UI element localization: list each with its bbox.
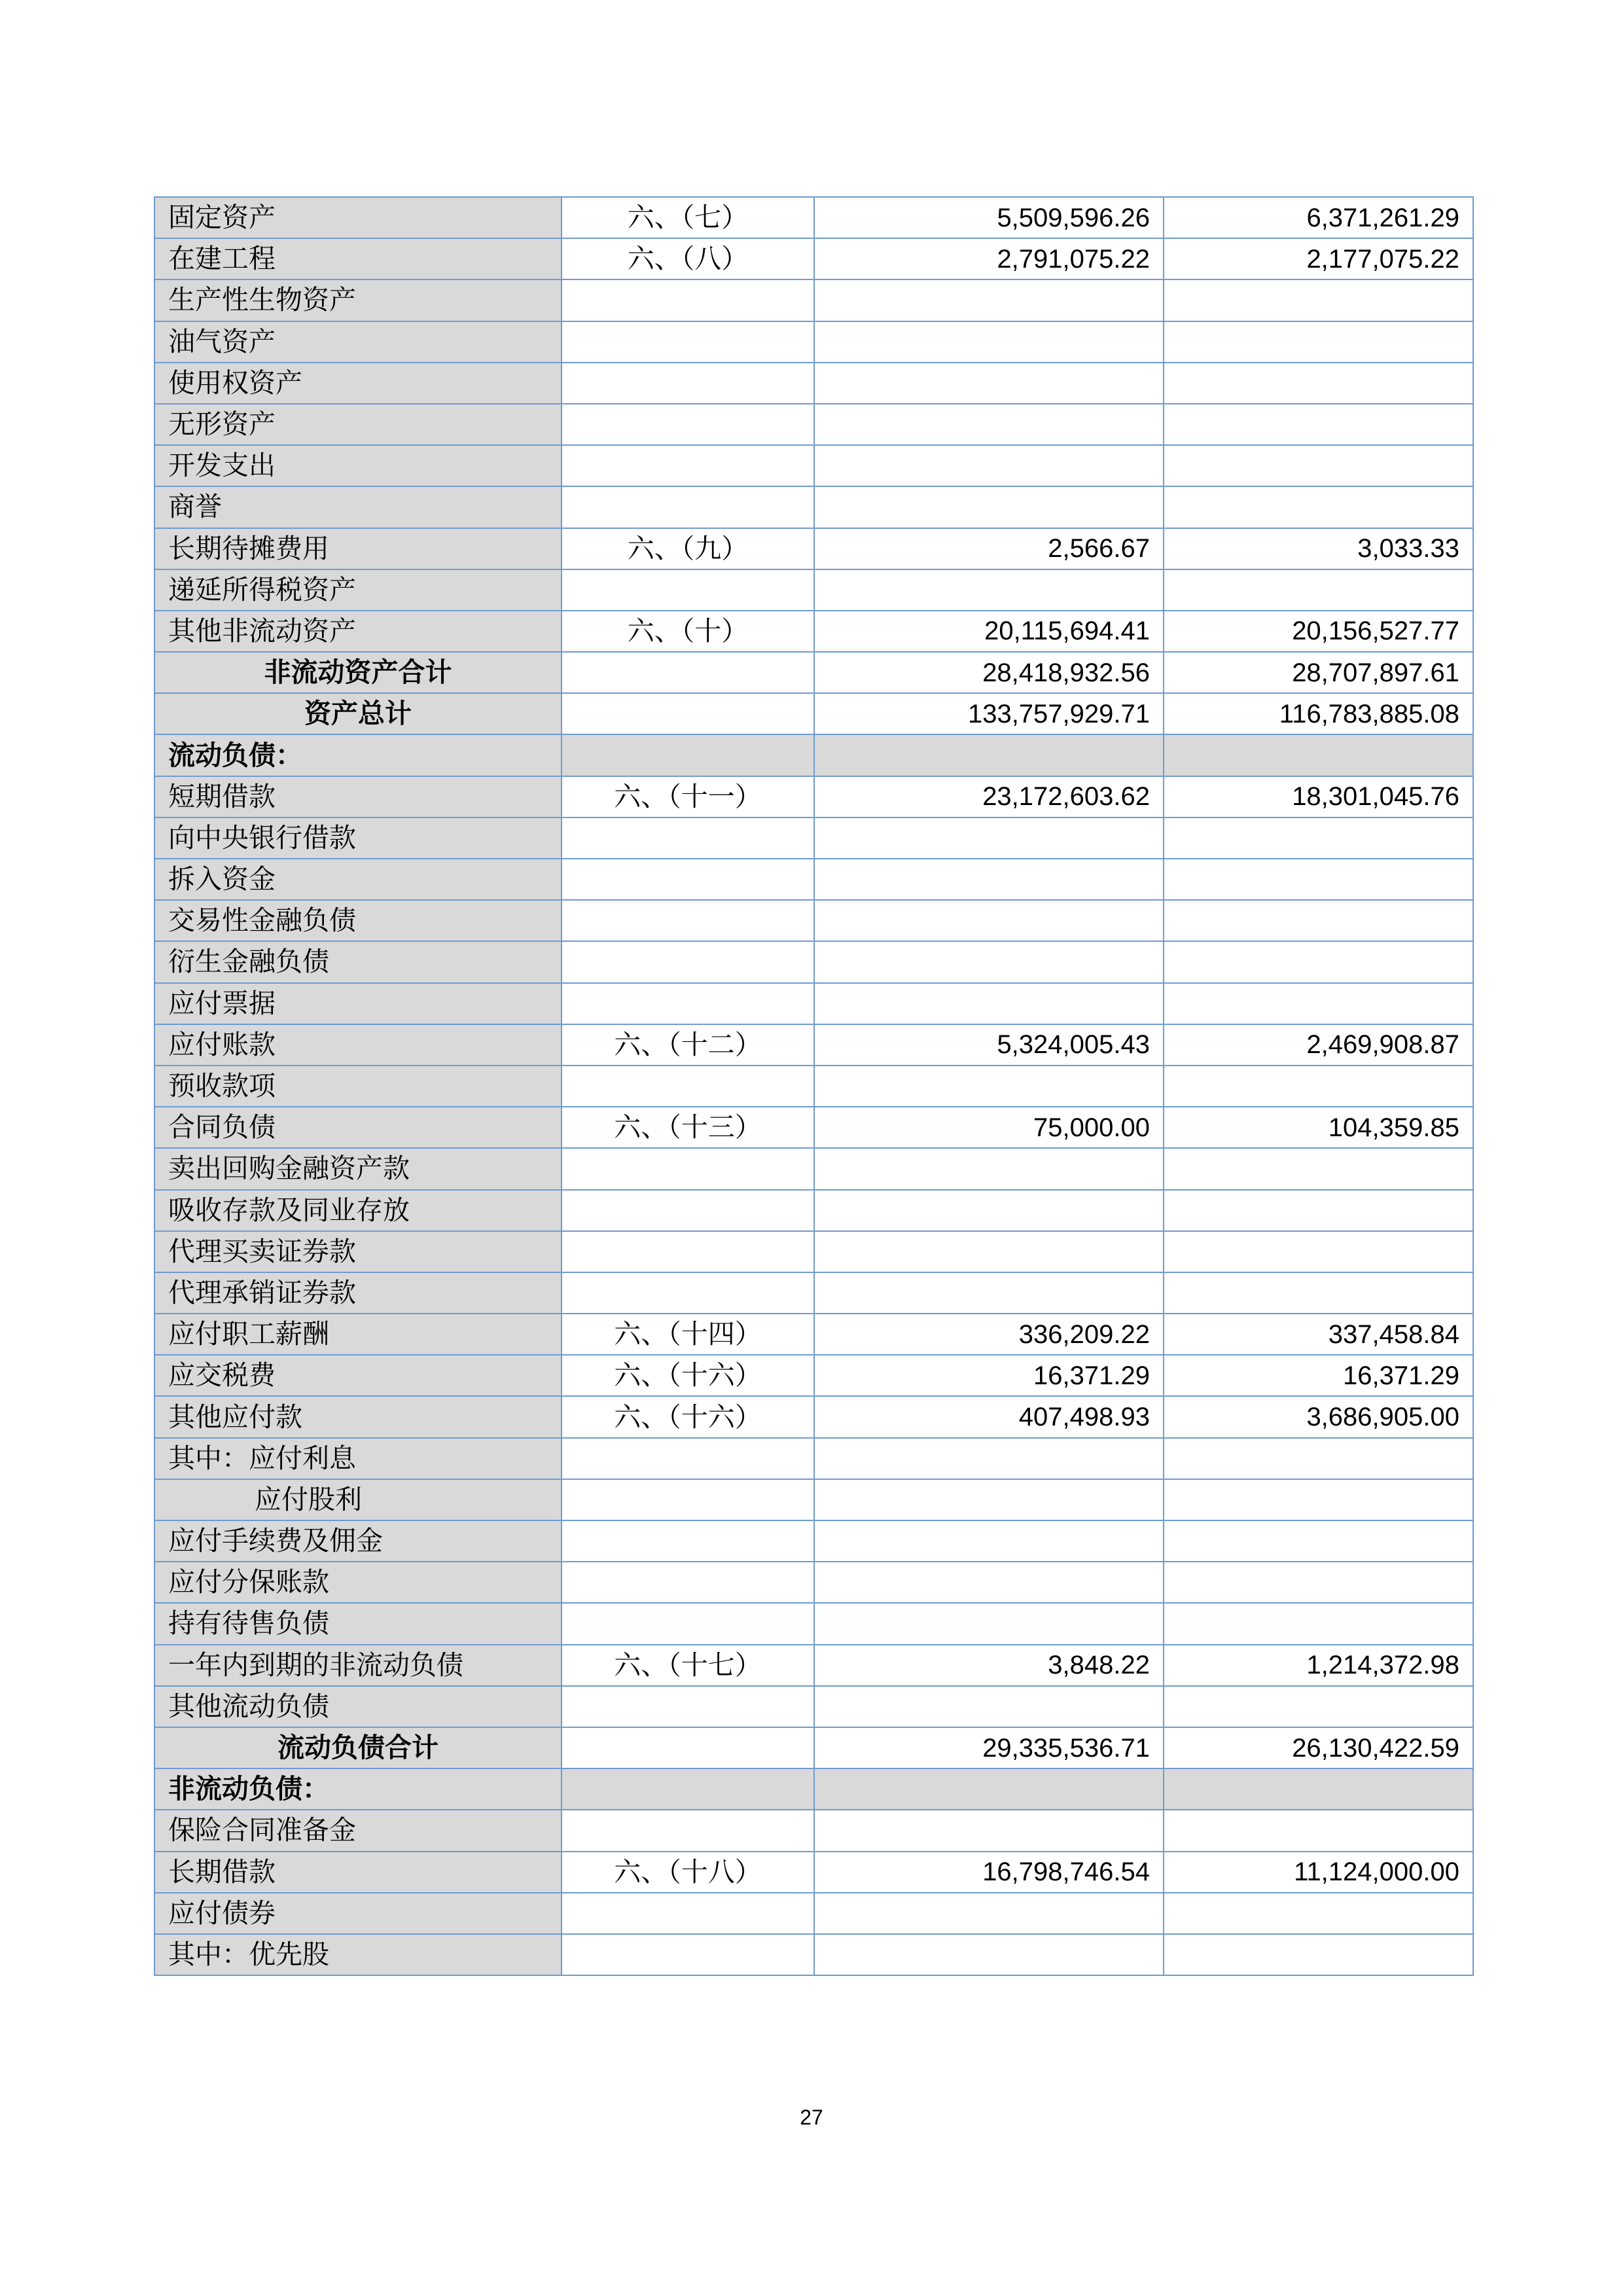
table-row (154, 1727, 1473, 1768)
row-label: 应付职工薪酬 (154, 1314, 562, 1355)
current-period-amount: 28,418,932.56 (814, 652, 1164, 693)
table-row (154, 859, 1473, 900)
row-label: 其他流动负债 (154, 1686, 562, 1727)
note-cell (562, 859, 814, 900)
prior-period-amount: 2,469,908.87 (1164, 1024, 1473, 1066)
row-label: 其中：应付利息 (154, 1438, 562, 1479)
table-row (154, 652, 1473, 693)
prior-period-amount (1164, 817, 1473, 859)
prior-period-amount (1164, 1768, 1473, 1810)
prior-period-amount (1164, 859, 1473, 900)
current-period-amount: 5,324,005.43 (814, 1024, 1164, 1066)
row-label: 其中：优先股 (154, 1934, 562, 1975)
prior-period-amount (1164, 1520, 1473, 1562)
row-label: 非流动负债： (154, 1768, 562, 1810)
row-label: 流动负债： (154, 734, 562, 776)
current-period-amount: 3,848.22 (814, 1645, 1164, 1686)
table-row (154, 900, 1473, 941)
current-period-amount (814, 1686, 1164, 1727)
prior-period-amount (1164, 1810, 1473, 1851)
table-row (154, 1107, 1473, 1148)
note-cell (562, 1810, 814, 1851)
note-cell (562, 1603, 814, 1644)
prior-period-amount (1164, 1479, 1473, 1520)
row-label: 油气资产 (154, 321, 562, 363)
note-cell (562, 817, 814, 859)
row-label: 资产总计 (154, 693, 562, 734)
current-period-amount (814, 900, 1164, 941)
note-cell: 六、（十八） (562, 1852, 814, 1893)
note-cell (562, 1520, 814, 1562)
note-cell: 六、（七） (562, 197, 814, 238)
row-label: 应付票据 (154, 983, 562, 1024)
current-period-amount (814, 859, 1164, 900)
current-period-amount (814, 734, 1164, 776)
current-period-amount: 16,371.29 (814, 1355, 1164, 1396)
note-cell (562, 321, 814, 363)
current-period-amount (814, 1190, 1164, 1231)
table-row (154, 1603, 1473, 1644)
note-cell: 六、（十六） (562, 1396, 814, 1437)
current-period-amount (814, 1810, 1164, 1851)
current-period-amount (814, 1934, 1164, 1975)
note-cell (562, 1768, 814, 1810)
row-label: 向中央银行借款 (154, 817, 562, 859)
row-label: 代理买卖证券款 (154, 1231, 562, 1272)
prior-period-amount (1164, 321, 1473, 363)
current-period-amount (814, 1272, 1164, 1314)
note-cell: 六、（九） (562, 528, 814, 569)
note-cell (562, 734, 814, 776)
current-period-amount: 2,566.67 (814, 528, 1164, 569)
row-label: 商誉 (154, 486, 562, 528)
table-row (154, 1066, 1473, 1107)
prior-period-amount: 3,033.33 (1164, 528, 1473, 569)
table-row (154, 569, 1473, 611)
note-cell (562, 1066, 814, 1107)
row-label: 递延所得税资产 (154, 569, 562, 611)
note-cell (562, 1438, 814, 1479)
table-row (154, 486, 1473, 528)
current-period-amount (814, 1479, 1164, 1520)
row-label: 生产性生物资产 (154, 279, 562, 321)
table-row (154, 1355, 1473, 1396)
prior-period-amount (1164, 1603, 1473, 1644)
prior-period-amount: 2,177,075.22 (1164, 238, 1473, 279)
table-row (154, 528, 1473, 569)
table-row (154, 1810, 1473, 1851)
prior-period-amount: 28,707,897.61 (1164, 652, 1473, 693)
note-cell: 六、（八） (562, 238, 814, 279)
row-label: 吸收存款及同业存放 (154, 1190, 562, 1231)
row-label: 非流动资产合计 (154, 652, 562, 693)
prior-period-amount (1164, 734, 1473, 776)
row-label: 固定资产 (154, 197, 562, 238)
prior-period-amount (1164, 279, 1473, 321)
note-cell (562, 1148, 814, 1189)
current-period-amount (814, 1520, 1164, 1562)
current-period-amount: 16,798,746.54 (814, 1852, 1164, 1893)
current-period-amount (814, 983, 1164, 1024)
note-cell (562, 486, 814, 528)
table-row (154, 404, 1473, 445)
current-period-amount (814, 1893, 1164, 1934)
note-cell (562, 1231, 814, 1272)
table-row (154, 983, 1473, 1024)
table-row (154, 611, 1473, 652)
current-period-amount (814, 817, 1164, 859)
prior-period-amount (1164, 404, 1473, 445)
row-label: 衍生金融负债 (154, 941, 562, 982)
note-cell: 六、（十一） (562, 776, 814, 817)
note-cell (562, 279, 814, 321)
table-row (154, 1231, 1473, 1272)
table-row (154, 1768, 1473, 1810)
table-row (154, 1148, 1473, 1189)
row-label: 应付分保账款 (154, 1562, 562, 1603)
prior-period-amount: 6,371,261.29 (1164, 197, 1473, 238)
table-row (154, 817, 1473, 859)
note-cell (562, 900, 814, 941)
note-cell (562, 569, 814, 611)
prior-period-amount (1164, 983, 1473, 1024)
prior-period-amount: 20,156,527.77 (1164, 611, 1473, 652)
prior-period-amount: 1,214,372.98 (1164, 1645, 1473, 1686)
row-label: 拆入资金 (154, 859, 562, 900)
table-row (154, 1686, 1473, 1727)
current-period-amount (814, 363, 1164, 404)
current-period-amount (814, 1231, 1164, 1272)
prior-period-amount: 16,371.29 (1164, 1355, 1473, 1396)
prior-period-amount: 3,686,905.00 (1164, 1396, 1473, 1437)
note-cell: 六、（十四） (562, 1314, 814, 1355)
prior-period-amount (1164, 1562, 1473, 1603)
row-label: 合同负债 (154, 1107, 562, 1148)
prior-period-amount (1164, 1438, 1473, 1479)
current-period-amount (814, 569, 1164, 611)
note-cell (562, 1479, 814, 1520)
current-period-amount (814, 321, 1164, 363)
row-label: 短期借款 (154, 776, 562, 817)
row-label: 在建工程 (154, 238, 562, 279)
prior-period-amount (1164, 941, 1473, 982)
note-cell: 六、（十六） (562, 1355, 814, 1396)
prior-period-amount (1164, 1893, 1473, 1934)
row-label: 其他非流动资产 (154, 611, 562, 652)
prior-period-amount (1164, 445, 1473, 486)
current-period-amount (814, 941, 1164, 982)
table-row (154, 445, 1473, 486)
row-label: 无形资产 (154, 404, 562, 445)
prior-period-amount (1164, 1686, 1473, 1727)
table-row (154, 1314, 1473, 1355)
current-period-amount: 23,172,603.62 (814, 776, 1164, 817)
row-label: 流动负债合计 (154, 1727, 562, 1768)
table-row (154, 1272, 1473, 1314)
current-period-amount: 133,757,929.71 (814, 693, 1164, 734)
table-row (154, 1396, 1473, 1437)
row-label: 应付股利 (154, 1479, 562, 1520)
current-period-amount: 5,509,596.26 (814, 197, 1164, 238)
prior-period-amount: 18,301,045.76 (1164, 776, 1473, 817)
prior-period-amount (1164, 569, 1473, 611)
note-cell (562, 693, 814, 734)
row-label: 一年内到期的非流动负债 (154, 1645, 562, 1686)
row-label: 开发支出 (154, 445, 562, 486)
row-label: 预收款项 (154, 1066, 562, 1107)
note-cell (562, 1190, 814, 1231)
row-label: 长期借款 (154, 1852, 562, 1893)
prior-period-amount (1164, 1066, 1473, 1107)
prior-period-amount (1164, 1231, 1473, 1272)
table-row (154, 1024, 1473, 1066)
table-row (154, 1645, 1473, 1686)
row-label: 长期待摊费用 (154, 528, 562, 569)
note-cell (562, 445, 814, 486)
prior-period-amount: 11,124,000.00 (1164, 1852, 1473, 1893)
note-cell (562, 652, 814, 693)
note-cell: 六、（十） (562, 611, 814, 652)
row-label: 应付手续费及佣金 (154, 1520, 562, 1562)
current-period-amount (814, 1562, 1164, 1603)
table-row (154, 693, 1473, 734)
table-row (154, 1438, 1473, 1479)
current-period-amount (814, 1768, 1164, 1810)
note-cell: 六、（十七） (562, 1645, 814, 1686)
current-period-amount (814, 1148, 1164, 1189)
note-cell (562, 1686, 814, 1727)
note-cell (562, 1893, 814, 1934)
table-row (154, 1520, 1473, 1562)
current-period-amount (814, 1066, 1164, 1107)
row-label: 应付账款 (154, 1024, 562, 1066)
balance-sheet-table (154, 196, 1474, 1976)
prior-period-amount (1164, 486, 1473, 528)
prior-period-amount (1164, 1934, 1473, 1975)
note-cell: 六、（十三） (562, 1107, 814, 1148)
table-row (154, 1190, 1473, 1231)
row-label: 保险合同准备金 (154, 1810, 562, 1851)
table-row (154, 1852, 1473, 1893)
prior-period-amount (1164, 1148, 1473, 1189)
note-cell (562, 1272, 814, 1314)
prior-period-amount: 116,783,885.08 (1164, 693, 1473, 734)
current-period-amount: 75,000.00 (814, 1107, 1164, 1148)
row-label: 卖出回购金融资产款 (154, 1148, 562, 1189)
table-row (154, 776, 1473, 817)
table-row (154, 238, 1473, 279)
balance-sheet-body (154, 197, 1473, 1975)
prior-period-amount (1164, 1190, 1473, 1231)
row-label: 其他应付款 (154, 1396, 562, 1437)
prior-period-amount: 337,458.84 (1164, 1314, 1473, 1355)
current-period-amount (814, 1438, 1164, 1479)
note-cell (562, 363, 814, 404)
current-period-amount: 20,115,694.41 (814, 611, 1164, 652)
note-cell: 六、（十二） (562, 1024, 814, 1066)
note-cell (562, 404, 814, 445)
row-label: 交易性金融负债 (154, 900, 562, 941)
note-cell (562, 1934, 814, 1975)
table-row (154, 734, 1473, 776)
row-label: 代理承销证券款 (154, 1272, 562, 1314)
row-label: 应付债券 (154, 1893, 562, 1934)
table-row (154, 941, 1473, 982)
note-cell (562, 1727, 814, 1768)
table-row (154, 1934, 1473, 1975)
table-row (154, 321, 1473, 363)
prior-period-amount: 26,130,422.59 (1164, 1727, 1473, 1768)
current-period-amount (814, 445, 1164, 486)
table-row (154, 1479, 1473, 1520)
table-row (154, 1893, 1473, 1934)
prior-period-amount (1164, 900, 1473, 941)
table-row (154, 363, 1473, 404)
prior-period-amount (1164, 1272, 1473, 1314)
current-period-amount: 336,209.22 (814, 1314, 1164, 1355)
table-row (154, 1562, 1473, 1603)
row-label: 使用权资产 (154, 363, 562, 404)
table-row (154, 279, 1473, 321)
table-row (154, 197, 1473, 238)
current-period-amount (814, 1603, 1164, 1644)
current-period-amount: 29,335,536.71 (814, 1727, 1164, 1768)
row-label: 应交税费 (154, 1355, 562, 1396)
current-period-amount: 407,498.93 (814, 1396, 1164, 1437)
current-period-amount (814, 486, 1164, 528)
note-cell (562, 1562, 814, 1603)
prior-period-amount: 104,359.85 (1164, 1107, 1473, 1148)
prior-period-amount (1164, 363, 1473, 404)
current-period-amount (814, 404, 1164, 445)
current-period-amount: 2,791,075.22 (814, 238, 1164, 279)
current-period-amount (814, 279, 1164, 321)
row-label: 持有待售负债 (154, 1603, 562, 1644)
page-number: 27 (800, 2106, 823, 2129)
note-cell (562, 983, 814, 1024)
note-cell (562, 941, 814, 982)
